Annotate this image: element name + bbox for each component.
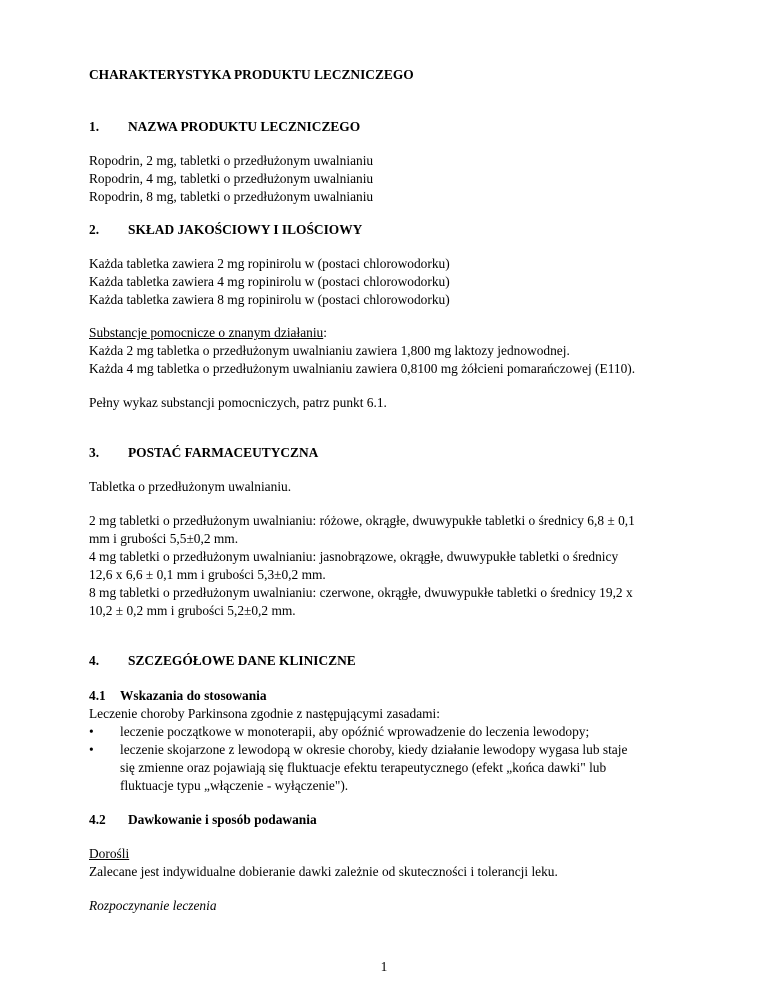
excipients-heading-colon: : [323,325,327,340]
indication-item-continued: się zmienne oraz pojawiają się fluktuacje efektu terapeutycznego (efekt „końca dawki" lub [120,760,607,775]
composition-line: Każda tabletka zawiera 4 mg ropinirolu w (postaci chlorowodorku) [89,274,450,289]
section-4-number: 4. [89,653,100,668]
treatment-start-heading: Rozpoczynanie leczenia [89,898,217,913]
bullet-marker: • [89,742,94,757]
subsection-4-1-title: Wskazania do stosowania [120,688,267,703]
page-number: 1 [380,959,388,974]
indication-item: leczenie początkowe w monoterapii, aby opóźnić wprowadzenie do leczenia lewodopy; [120,724,590,739]
section-1-title: NAZWA PRODUKTU LECZNICZEGO [128,119,361,134]
indication-item-continued: fluktuacje typu „włączenie - wyłączenie"). [120,778,349,793]
indication-item: leczenie skojarzone z lewodopą w okresie choroby, kiedy działanie lewodopy wygasa lub staje [120,742,628,757]
indications-intro: Leczenie choroby Parkinsona zgodnie z następującymi zasadami: [89,706,440,721]
tablet-description-line: 12,6 x 6,6 ± 0,1 mm i grubości 5,3±0,2 mm. [89,567,326,582]
adults-heading: Dorośli [89,846,130,861]
document-title: CHARAKTERYSTYKA PRODUKTU LECZNICZEGO [89,67,414,82]
composition-line: Każda tabletka zawiera 8 mg ropinirolu w (postaci chlorowodorku) [89,292,450,307]
section-3-title: POSTAĆ FARMACEUTYCZNA [128,445,319,460]
tablet-description-line: 10,2 ± 0,2 mm i grubości 5,2±0,2 mm. [89,603,296,618]
tablet-description-line: 2 mg tabletki o przedłużonym uwalnianiu: różowe, okrągłe, dwuwypukłe tabletki o średnicy 6,8 ± 0,1 [89,513,635,528]
adults-dosing-text: Zalecane jest indywidualne dobieranie dawki zależnie od skuteczności i tolerancji leku. [89,864,558,879]
pharmaceutical-form: Tabletka o przedłużonym uwalnianiu. [89,479,292,494]
product-name-line: Ropodrin, 2 mg, tabletki o przedłużonym uwalnianiu [89,153,374,168]
product-name-line: Ropodrin, 8 mg, tabletki o przedłużonym uwalnianiu [89,189,374,204]
excipients-heading-text: Substancje pomocnicze o znanym działaniu [89,325,324,340]
tablet-description-line: 4 mg tabletki o przedłużonym uwalnianiu: jasnobrązowe, okrągłe, dwuwypukłe tabletki o średnicy [89,549,619,564]
excipients-heading [89,324,327,342]
subsection-4-2-title: Dawkowanie i sposób podawania [128,812,317,827]
section-2-number: 2. [89,222,100,237]
section-1-number: 1. [89,119,100,134]
bullet-marker: • [89,724,94,739]
tablet-description-line: mm i grubości 5,5±0,2 mm. [89,531,239,546]
tablet-description-line: 8 mg tabletki o przedłużonym uwalnianiu: czerwone, okrągłe, dwuwypukłe tabletki o średnicy 19,2 x [89,585,633,600]
excipient-line: Każda 2 mg tabletka o przedłużonym uwalnianiu zawiera 1,800 mg laktozy jednowodnej. [89,343,570,358]
section-2-title: SKŁAD JAKOŚCIOWY I ILOŚCIOWY [128,222,363,237]
section-4-title: SZCZEGÓŁOWE DANE KLINICZNE [128,653,356,668]
full-excipient-list-note: Pełny wykaz substancji pomocniczych, patrz punkt 6.1. [89,395,387,410]
subsection-4-2-number: 4.2 [89,812,106,827]
subsection-4-1-number: 4.1 [89,688,106,703]
product-name-line: Ropodrin, 4 mg, tabletki o przedłużonym uwalnianiu [89,171,374,186]
section-3-number: 3. [89,445,100,460]
composition-line: Każda tabletka zawiera 2 mg ropinirolu w (postaci chlorowodorku) [89,256,450,271]
excipient-line: Każda 4 mg tabletka o przedłużonym uwalnianiu zawiera 0,8100 mg żółcieni pomarańczowej (E110). [89,361,636,376]
